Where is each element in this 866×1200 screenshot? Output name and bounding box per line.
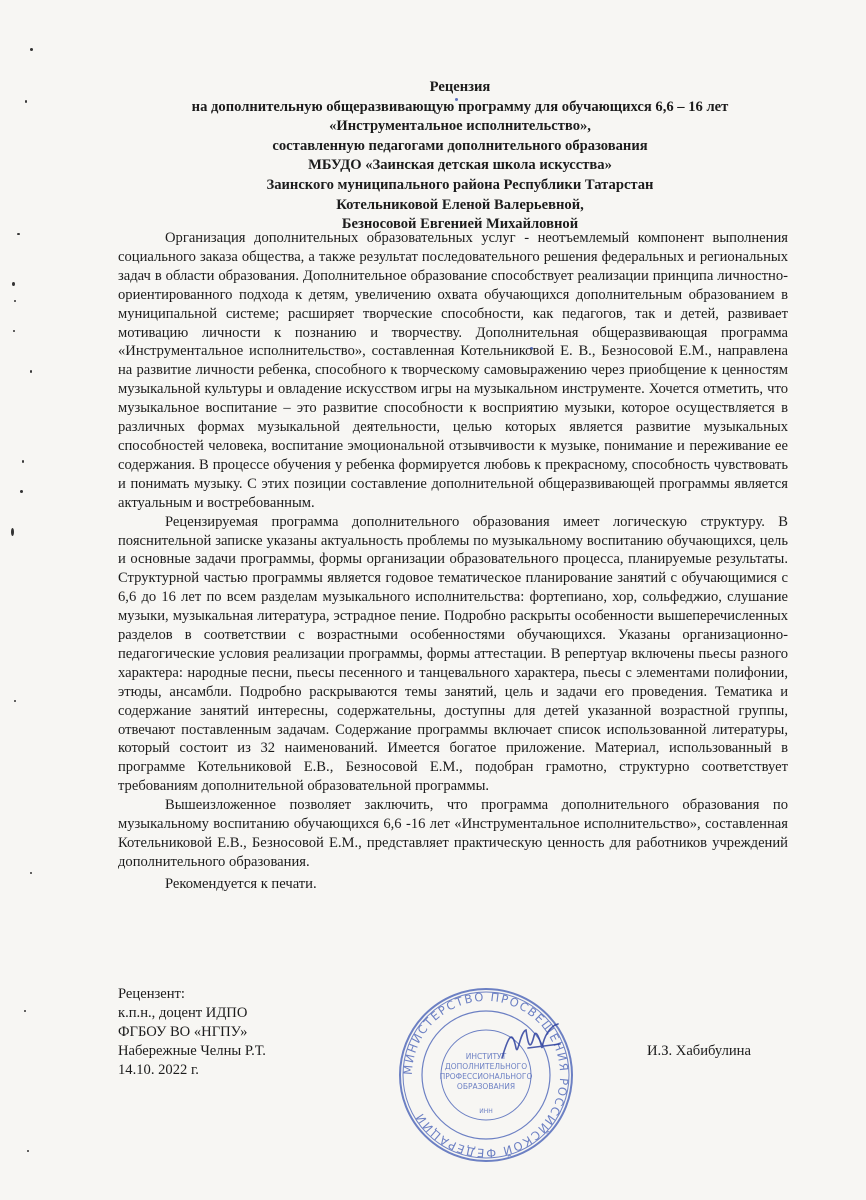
seal-inn-text: ИНН: [479, 1108, 493, 1115]
scan-speck: [24, 1010, 26, 1012]
document-header: [140, 78, 780, 235]
scan-speck: [17, 233, 20, 235]
paragraph: Рецензируемая программа дополнительного образования имеет логическую структуру. В пояснительной записке указаны актуальность проблемы по музыкальному воспитанию обучающихся, цель и основные задачи программы, формы организации образовательного процесса, планируемые результаты. Структурной частью программы является годовое тематическое планирование занятий с обучающимися с 6,6 до 16 лет по всем разделам музыкального исполнительства: фортепиано, хор, сольфеджио, слушание музыки, музыкальная литература, эстрадное пение. Подробно раскрыты особенности вышеперечисленных разделов в соответствии с возрастными особенностями обучающихся. Указаны организационно-педагогические условия реализации программы, формы аттестации. В репертуар включены пьесы разного характера: народные песни, пьесы песенного и танцевального характера, пьесы с элементами полифонии, этюды, ансамбли. Подробно раскрываются темы занятий, цель и задачи его проведения. Тематика и содержание занятий интересны, содержательны, доступны для детей указанной возрастной группы, отвечают поставленным задачам. Содержание программы включает список использованной литературы, который состоит из 32 наименований. Имеется богатое приложение. Материал, использованный в программе Котельниковой Е.В., Безносовой Е.М., подобран грамотно, структурно соответствует требованиям дополнительной образовательной программы.: [118, 513, 788, 795]
reviewer-city: Набережные Челны Р.Т.: [118, 1043, 266, 1059]
scan-speck: [11, 528, 14, 536]
header-line: Безносовой Евгенией Михайловной: [341, 216, 579, 233]
official-seal: [396, 985, 576, 1165]
scan-speck: [27, 1150, 29, 1152]
reviewer-name: И.З. Хабибулина: [647, 1043, 751, 1059]
seal-center-text: ОБРАЗОВАНИЯ: [456, 1082, 516, 1091]
reviewer-label: Рецензент:: [118, 986, 185, 1002]
handwritten-signature: [498, 1018, 568, 1068]
seal-outer-text: МИНИСТЕРСТВО ПРОСВЕЩЕНИЯ РОССИЙСКОЙ ФЕДЕРАЦИИ: [400, 989, 572, 1161]
seal-center-text: ПРОФЕССИОНАЛЬНОГО: [439, 1072, 533, 1081]
scan-speck: [30, 370, 32, 373]
scan-speck: [14, 700, 16, 702]
seal-center-text: ДОПОЛНИТЕЛЬНОГО: [444, 1062, 528, 1071]
scan-speck: [12, 282, 15, 286]
header-line: составленную педагогами дополнительного образования: [272, 137, 648, 154]
reviewer-block: [118, 985, 418, 1080]
paragraph: Вышеизложенное позволяет заключить, что программа дополнительного образования по музыкальному воспитанию обучающихся 6,6 -16 лет «Инструментальное исполнительство», составленная Котельниковой Е.В., Безносовой Е.М., представляет практическую ценность для работников учреждений дополнительного образования.: [118, 797, 788, 870]
seal-center-text: ИНСТИТУТ: [465, 1052, 507, 1061]
reviewer-position: к.п.н., доцент ИДПО: [118, 1005, 248, 1021]
header-line: Заинского муниципального района Республики Татарстан: [266, 176, 654, 193]
header-line: «Инструментальное исполнительство»,: [329, 118, 591, 135]
header-line: МБУДО «Заинская детская школа искусства»: [308, 157, 612, 174]
header-line: на дополнительную общеразвивающую программу для обучающихся 6,6 – 16 лет: [191, 98, 729, 115]
scan-speck: [25, 100, 27, 103]
scan-speck: [30, 872, 32, 874]
review-date: 14.10. 2022 г.: [118, 1062, 199, 1078]
scan-speck: [30, 48, 33, 51]
scan-speck: [14, 300, 16, 302]
scan-speck: [13, 330, 15, 332]
reviewer-organization: ФГБОУ ВО «НГПУ»: [118, 1024, 248, 1040]
scan-speck: [22, 460, 24, 463]
paragraph: Рекомендуется к печати.: [165, 875, 317, 892]
document-title: Рецензия: [429, 79, 491, 95]
scan-speck: [20, 490, 23, 493]
paragraph: Организация дополнительных образовательных услуг - неотъемлемый компонент выполнения социального заказа общества, а также результат последовательного решения федеральных и региональных задач в области образования. Дополнительное образование способствует реализации принципа личностно-ориентированного подхода к детям, увеличению охвата обучающихся дополнительным образованием в муниципальной системе; расширяет творческие способности, как педагогов, так и детей, развивает мотивацию личности к познанию и творчеству. Дополнительная общеразвивающая программа «Инструментальное исполнительство», составленная Котельниковой Е. В., Безносовой Е.М., направлена на развитие личности ребенка, способного к творческому самовыражению через приобщение к ценностям музыкальной культуры и овладение искусством игры на музыкальном инструменте. Хочется отметить, что музыкальное воспитание – это развитие способности к восприятию музыки, которое осуществляется в различных формах музыкальной деятельности, целью которых является развитие музыкальных способностей человека, воспитание эмоциональной отзывчивости к музыке, понимание и переживание ее содержания. В процессе обучения у ребенка формируется любовь к прекрасному, способность чувствовать и понимать музыку. С этих позиции составление дополнительной общеразвивающей программы является актуальным и востребованным.: [118, 230, 788, 511]
header-line: Котельниковой Еленой Валерьевной,: [336, 196, 584, 213]
review-body: [118, 229, 788, 894]
